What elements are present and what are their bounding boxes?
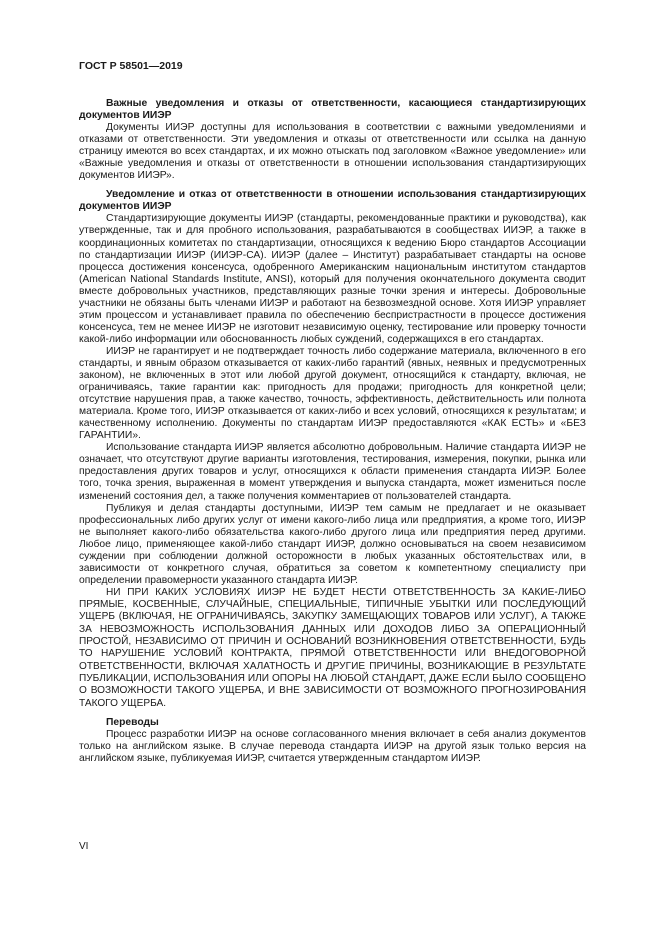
page-number: VI bbox=[79, 841, 89, 852]
section-heading-disclaimer: Уведомление и отказ от ответственности в отношении использования стандартизирующих документов ИИЭР bbox=[79, 189, 586, 213]
document-body bbox=[79, 98, 586, 765]
document-header: ГОСТ Р 58501—2019 bbox=[79, 60, 183, 72]
paragraph: Стандартизирующие документы ИИЭР (стандарты, рекомендованные практики и руководства), как утвержденные, так и для пробного использования, разрабатываются в сообществах ИИЭР, а также в координационных комитетах по стандартизации, относящихся к ведению Бюро стандартов Ассоциации по стандартизации ИИЭР (ИИЭР-СА). ИИЭР (далее – Институт) разрабатывает стандарты на основе процесса достижения консенсуса, одобренного Американским национальным институтом стандартов (American National Standards Institute, ANSI), который для получения окончательного документа сводит вместе добровольных участников, представляющих разные точки зрения и интересы. Добровольные участники не обязаны быть членами ИИЭР и работают на безвозмездной основе. Хотя ИИЭР управляет этим процессом и устанавливает правила по обеспечению беспристрастности в процессе достижения консенсуса, тем не менее ИИЭР не изготовит независимую оценку, тестирование или проверку точности какой-либо информации или обоснованность любых суждений, содержащихся в его стандартах. bbox=[79, 213, 586, 345]
paragraph: Публикуя и делая стандарты доступными, ИИЭР тем самым не предлагает и не оказывает профессиональных либо других услуг от имени какого-либо лица или предприятия, а кроме того, ИИЭР не выполняет какого-либо обязательства какого-либо другого лица или предприятия перед другими. Любое лицо, применяющее какой-либо стандарт ИИЭР, должно основываться на своем независимом суждении при соблюдении должной осторожности в любых указанных обстоятельствах или, в зависимости от конкретного случая, обратиться за советом к компетентному специалисту при определении правомерности указанного стандарта ИИЭР. bbox=[79, 502, 586, 586]
paragraph: Использование стандарта ИИЭР является абсолютно добровольным. Наличие стандарта ИИЭР не означает, что отсутствуют другие варианты изготовления, тестирования, измерения, покупки, рынка или предоставления других товаров и услуг, относящихся к области применения стандарта ИИЭР. Более того, точка зрения, выраженная в момент утверждения и выпуска стандарта, может измениться после изменений состояния дел, а также получения комментариев от пользователей стандарта. bbox=[79, 442, 586, 502]
paragraph: ИИЭР не гарантирует и не подтверждает точность либо содержание материала, включенного в его стандарты, и явным образом отказывается от каких-либо гарантий (явных, неявных и предусмотренных законом), не включенных в этот или любой другой документ, относящийся к стандарту, включая, не ограничиваясь, такие гарантии как: пригодность для продажи; пригодность для конкретной цели; отсутствие нарушения прав, а также качество, точность, эффективность, действительность или полнота материала. Кроме того, ИИЭР отказывается от каких-либо и всех условий, относящихся к результатам; и качественному исполнению. Документы по стандартам ИИЭР предоставляются «КАК ЕСТЬ» и «БЕЗ ГАРАНТИИ». bbox=[79, 345, 586, 442]
paragraph: Процесс разработки ИИЭР на основе согласованного мнения включает в себя анализ документов только на английском языке. В случае перевода стандарта ИИЭР на другой язык только версия на английском языке, публикуемая ИИЭР, считается утвержденным стандартом ИИЭР. bbox=[79, 728, 586, 764]
liability-caps-paragraph: НИ ПРИ КАКИХ УСЛОВИЯХ ИИЭР НЕ БУДЕТ НЕСТИ ОТВЕТСТВЕННОСТЬ ЗА КАКИЕ-ЛИБО ПРЯМЫЕ, КОСВЕННЫЕ, СЛУЧАЙНЫЕ, СПЕЦИАЛЬНЫЕ, ТИПИЧНЫЕ УБЫТКИ ИЛИ ПОСЛЕДУЮЩИЙ УЩЕРБ (ВКЛЮЧАЯ, НЕ ОГРАНИЧИВАЯСЬ, ЗАКУПКУ ЗАМЕЩАЮЩИХ ТОВАРОВ ИЛИ УСЛУГ), А ТАКЖЕ ЗА НЕВОЗМОЖНОСТЬ ИСПОЛЬЗОВАНИЯ ДАННЫХ ИЛИ ДОХОДОВ ЛИБО ЗА ОПЕРАЦИОННЫЙ ПРОСТОЙ, НЕЗАВИСИМО ОТ ПРИЧИН И ОСНОВАНИЙ ВОЗНИКНОВЕНИЯ ОТВЕТСТВЕННОСТИ, БУДЬ ТО НАРУШЕНИЕ УСЛОВИЙ КОНТРАКТА, ПРЯМОЙ ОТВЕТСТВЕННОСТИ ИЛИ ВНЕДОГОВОРНОЙ ОТВЕТСТВЕННОСТИ, ВКЛЮЧАЯ ХАЛАТНОСТЬ И ДРУГИЕ ПРИЧИНЫ, ВОЗНИКАЮЩИЕ В РЕЗУЛЬТАТЕ ПУБЛИКАЦИИ, ИСПОЛЬЗОВАНИЯ ИЛИ ОПОРЫ НА ЛЮБОЙ СТАНДАРТ, ДАЖЕ ЕСЛИ БЫЛО СООБЩЕНО О ВОЗМОЖНОСТИ ТАКОГО УЩЕРБА, И ВНЕ ЗАВИСИМОСТИ ОТ ВОЗМОЖНОГО ПРОГНОЗИРОВАНИЯ ТАКОГО УЩЕРБА. bbox=[79, 586, 586, 709]
section-heading-translations: Переводы bbox=[106, 716, 159, 728]
section-heading-important-notices: Важные уведомления и отказы от ответственности, касающиеся стандартизирующих документов ИИЭР bbox=[79, 98, 586, 122]
paragraph: Документы ИИЭР доступны для использования в соответствии с важными уведомлениями и отказами от ответственности. Эти уведомления и отказы от ответственности или ссылка на данную страницу имеются во всех стандартах, и их можно отыскать под заголовком «Важное уведомление» или «Важные уведомления и отказы от ответственности в отношении использования стандартизирующих документов ИИЭР». bbox=[79, 122, 586, 182]
